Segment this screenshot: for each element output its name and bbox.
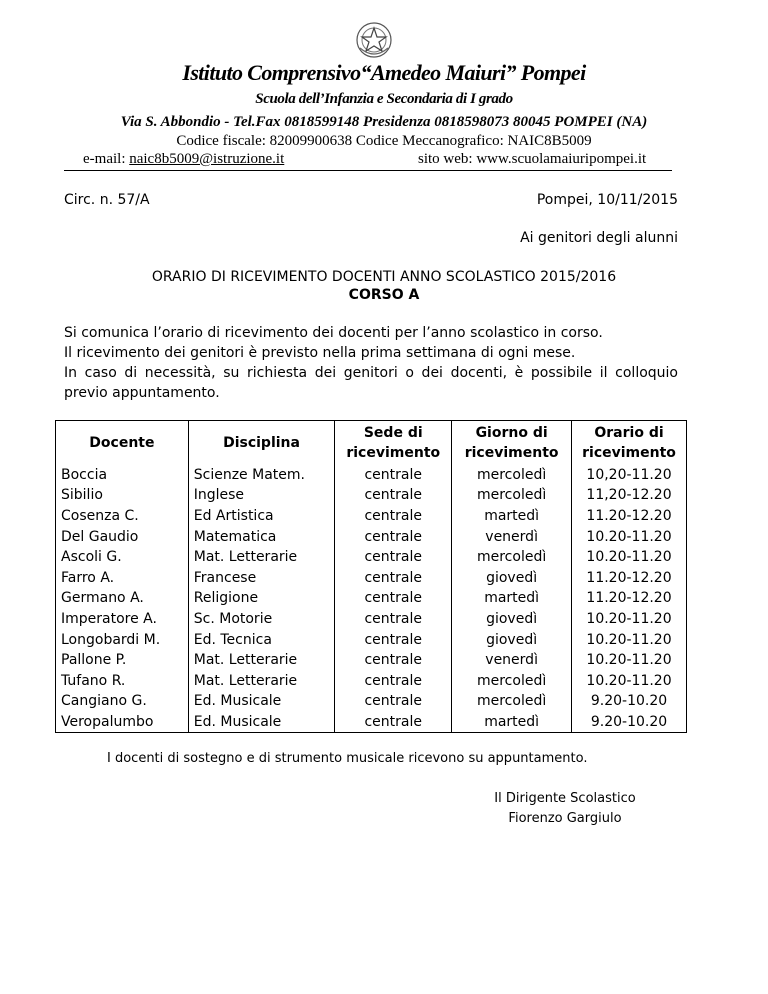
table-row <box>56 670 687 691</box>
table-row <box>56 485 687 506</box>
table-cell: centrale <box>335 465 452 486</box>
table-cell: Boccia <box>56 465 189 486</box>
table-cell: Ed. Musicale <box>188 691 335 712</box>
email-link[interactable]: naic8b5009@istruzione.it <box>129 151 285 167</box>
table-row <box>56 547 687 568</box>
column-header: Giorno di ricevimento <box>452 421 572 465</box>
table-cell: venerdì <box>452 650 572 671</box>
table-row <box>56 609 687 630</box>
table-cell: mercoledì <box>452 670 572 691</box>
support-teachers-note: I docenti di sostegno e di strumento musicale ricevono su appuntamento. <box>107 751 588 766</box>
table-cell: centrale <box>335 526 452 547</box>
table-row <box>56 691 687 712</box>
school-codes: Codice fiscale: 82009900638 Codice Meccanografico: NAIC8B5009 <box>176 133 592 149</box>
table-cell: giovedì <box>452 629 572 650</box>
table-row <box>56 650 687 671</box>
table-cell: centrale <box>335 650 452 671</box>
recipients: Ai genitori degli alunni <box>520 230 678 246</box>
table-cell: centrale <box>335 691 452 712</box>
place-date: Pompei, 10/11/2015 <box>536 192 678 208</box>
table-cell: martedì <box>452 588 572 609</box>
table-cell: centrale <box>335 588 452 609</box>
table-cell: Mat. Letterarie <box>188 547 335 568</box>
table-cell: mercoledì <box>452 465 572 486</box>
table-row <box>56 526 687 547</box>
table-row <box>56 588 687 609</box>
circular-subtitle: CORSO A <box>348 287 420 303</box>
table-cell: Mat. Letterarie <box>188 650 335 671</box>
institute-name: Istituto Comprensivo“Amedeo Maiuri” Pompei <box>182 60 586 85</box>
table-row <box>56 712 687 733</box>
header-divider <box>64 170 672 171</box>
website-line: sito web: www.scuolamaiuripompei.it <box>418 151 647 167</box>
table-header-row <box>56 421 687 465</box>
table-cell: martedì <box>452 506 572 527</box>
table-cell: 9.20-10.20 <box>572 712 687 733</box>
table-cell: Religione <box>188 588 335 609</box>
table-cell: Germano A. <box>56 588 189 609</box>
table-cell: centrale <box>335 567 452 588</box>
table-cell: centrale <box>335 670 452 691</box>
body-paragraph: Il ricevimento dei genitori è previsto nella prima settimana di ogni mese. <box>64 345 576 361</box>
table-cell: giovedì <box>452 609 572 630</box>
table-cell: venerdì <box>452 526 572 547</box>
italian-republic-emblem-icon <box>354 20 394 60</box>
schedule-table <box>55 420 687 733</box>
school-type: Scuola dell’Infanzia e Secondaria di I grado <box>255 91 513 107</box>
body-paragraph: In caso di necessità, su richiesta dei genitori o dei docenti, è possibile il colloquio previo appuntamento. <box>64 365 678 401</box>
circular-title: ORARIO DI RICEVIMENTO DOCENTI ANNO SCOLASTICO 2015/2016 <box>151 269 617 285</box>
table-cell: martedì <box>452 712 572 733</box>
column-header: Orario di ricevimento <box>572 421 687 465</box>
table-cell: Scienze Matem. <box>188 465 335 486</box>
table-cell: Veropalumbo <box>56 712 189 733</box>
table-cell: Farro A. <box>56 567 189 588</box>
table-cell: mercoledì <box>452 485 572 506</box>
table-cell: Tufano R. <box>56 670 189 691</box>
table-cell: Longobardi M. <box>56 629 189 650</box>
table-cell: giovedì <box>452 567 572 588</box>
table-row <box>56 465 687 486</box>
table-cell: 10.20-11.20 <box>572 547 687 568</box>
table-cell: centrale <box>335 629 452 650</box>
circular-body <box>64 323 678 403</box>
table-row <box>56 506 687 527</box>
table-cell: Ascoli G. <box>56 547 189 568</box>
table-cell: Ed. Tecnica <box>188 629 335 650</box>
table-cell: Pallone P. <box>56 650 189 671</box>
school-address: Via S. Abbondio - Tel.Fax 0818599148 Presidenza 0818598073 80045 POMPEI (NA) <box>120 114 648 130</box>
table-cell: 10.20-11.20 <box>572 650 687 671</box>
email-label: e-mail: <box>83 151 126 167</box>
table-cell: centrale <box>335 547 452 568</box>
table-cell: centrale <box>335 609 452 630</box>
table-cell: 11.20-12.20 <box>572 588 687 609</box>
table-cell: Sibilio <box>56 485 189 506</box>
table-cell: Inglese <box>188 485 335 506</box>
column-header: Sede di ricevimento <box>335 421 452 465</box>
table-cell: 10.20-11.20 <box>572 609 687 630</box>
schedule-rows <box>56 465 687 733</box>
column-header: Disciplina <box>188 421 335 465</box>
circular-number: Circ. n. 57/A <box>64 192 150 208</box>
table-cell: 10.20-11.20 <box>572 629 687 650</box>
table-cell: mercoledì <box>452 547 572 568</box>
table-cell: Ed. Musicale <box>188 712 335 733</box>
table-cell: Cosenza C. <box>56 506 189 527</box>
table-cell: 10,20-11.20 <box>572 465 687 486</box>
table-cell: Imperatore A. <box>56 609 189 630</box>
signature-name: Fiorenzo Gargiulo <box>508 811 622 826</box>
table-cell: centrale <box>335 485 452 506</box>
table-cell: Ed Artistica <box>188 506 335 527</box>
table-cell: centrale <box>335 506 452 527</box>
body-paragraph: Si comunica l’orario di ricevimento dei docenti per l’anno scolastico in corso. <box>64 325 603 341</box>
table-cell: 11.20-12.20 <box>572 567 687 588</box>
table-cell: 10.20-11.20 <box>572 526 687 547</box>
table-cell: Cangiano G. <box>56 691 189 712</box>
table-cell: Del Gaudio <box>56 526 189 547</box>
table-cell: Francese <box>188 567 335 588</box>
table-cell: 11,20-12.20 <box>572 485 687 506</box>
table-row <box>56 567 687 588</box>
table-cell: Sc. Motorie <box>188 609 335 630</box>
table-cell: Mat. Letterarie <box>188 670 335 691</box>
table-cell: Matematica <box>188 526 335 547</box>
table-row <box>56 629 687 650</box>
signature-role: Il Dirigente Scolastico <box>494 791 636 806</box>
table-cell: centrale <box>335 712 452 733</box>
email-line <box>83 151 284 168</box>
table-cell: 11.20-12.20 <box>572 506 687 527</box>
table-cell: 10.20-11.20 <box>572 670 687 691</box>
column-header: Docente <box>56 421 189 465</box>
table-cell: 9.20-10.20 <box>572 691 687 712</box>
table-cell: mercoledì <box>452 691 572 712</box>
